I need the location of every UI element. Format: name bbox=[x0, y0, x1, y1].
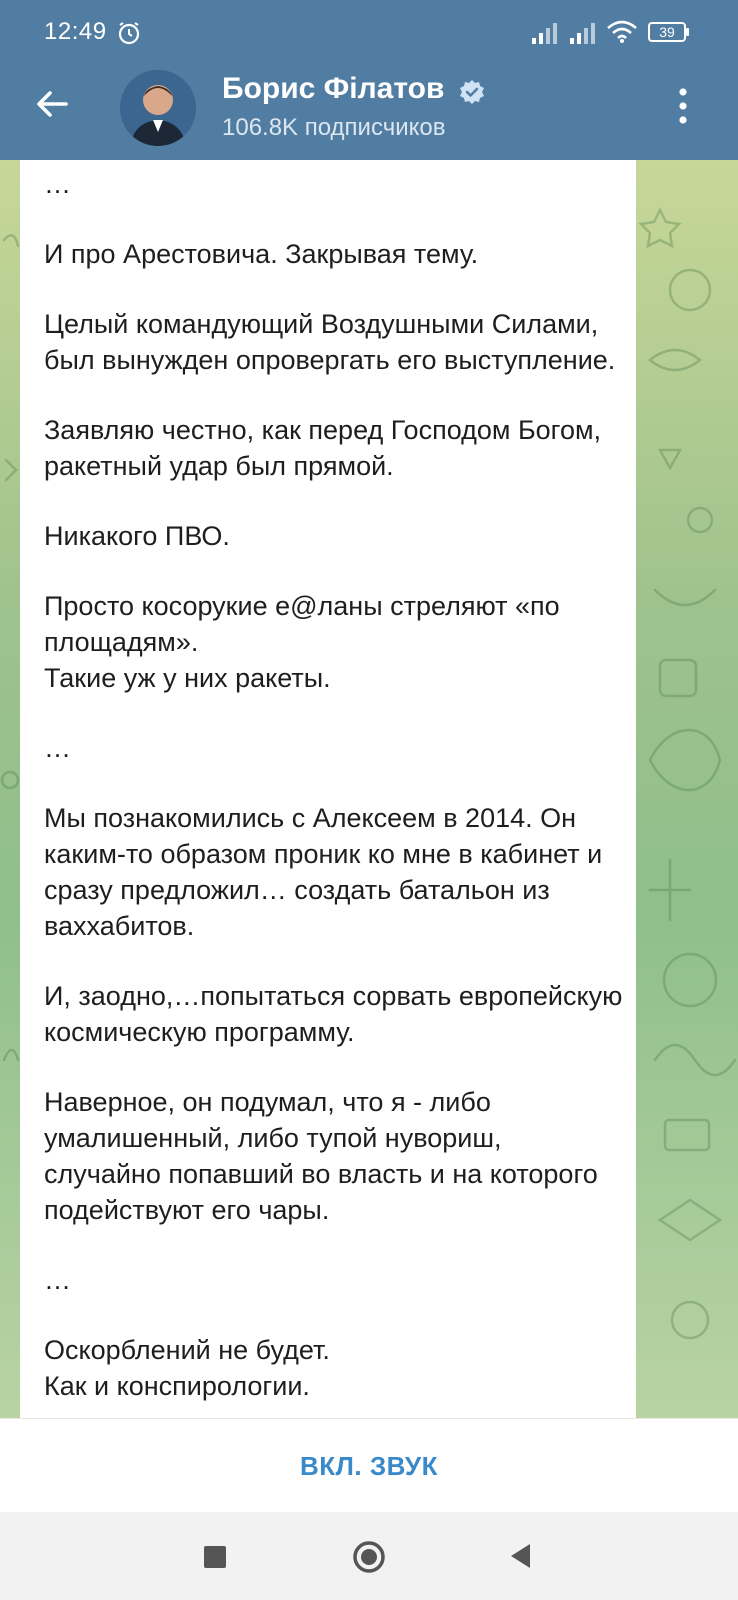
battery-level: 39 bbox=[659, 24, 675, 40]
message-paragraph: Наверное, он подумал, что я - либо умалишенный, либо тупой нувориш, случайно попавший во власть и на которого подействуют его чары. bbox=[44, 1087, 598, 1225]
alarm-icon bbox=[116, 20, 142, 46]
message-paragraph: И про Арестовича. Закрывая тему. bbox=[44, 239, 479, 269]
channel-avatar[interactable] bbox=[120, 70, 196, 146]
message-paragraph: Никакого ПВО. bbox=[44, 521, 230, 551]
message-paragraph: … bbox=[44, 733, 71, 763]
back-triangle-icon[interactable] bbox=[508, 1542, 532, 1570]
unmute-button[interactable]: ВКЛ. ЗВУК bbox=[300, 1451, 438, 1481]
signal-icon bbox=[530, 22, 560, 44]
subscriber-count: 106.8K подписчиков bbox=[222, 114, 446, 141]
message-paragraph: Оскорблений не будет. Как и конспирологии. bbox=[44, 1335, 330, 1401]
wifi-icon bbox=[606, 20, 638, 44]
message-paragraph: Мы познакомились с Алексеем в 2014. Он каким-то образом проник ко мне в кабинет и сразу предложил… создать батальон из ваххабитов. bbox=[44, 803, 603, 941]
message-paragraph: … bbox=[44, 1265, 71, 1295]
channel-title[interactable]: Борис Філатов bbox=[222, 72, 445, 105]
verified-badge-icon bbox=[458, 78, 486, 106]
signal-icon bbox=[568, 22, 598, 44]
recents-square-icon[interactable] bbox=[204, 1546, 226, 1568]
message-paragraph: Просто косорукие е@ланы стреляют «по площадям». Такие уж у них ракеты. bbox=[44, 591, 560, 693]
message-text bbox=[44, 166, 624, 1418]
message-paragraph: … bbox=[44, 169, 71, 199]
message-paragraph: Заявляю честно, как перед Господом Богом, ракетный удар был прямой. bbox=[44, 415, 602, 481]
status-time: 12:49 bbox=[44, 18, 107, 45]
message-paragraph: Целый командующий Воздушными Силами, был вынужден опровергать его выступление. bbox=[44, 309, 616, 375]
back-arrow-icon[interactable] bbox=[30, 82, 74, 126]
system-nav-bar bbox=[0, 1512, 738, 1600]
channel-header bbox=[0, 0, 738, 160]
message-paragraph: И, заодно,…попытаться сорвать европейскую космическую программу. bbox=[44, 981, 623, 1047]
status-bar bbox=[0, 0, 738, 60]
more-vert-icon[interactable] bbox=[676, 86, 690, 126]
battery-icon bbox=[648, 22, 690, 42]
message-bubble bbox=[20, 160, 636, 1418]
home-circle-icon[interactable] bbox=[352, 1540, 386, 1574]
bottom-action-bar bbox=[0, 1418, 738, 1513]
